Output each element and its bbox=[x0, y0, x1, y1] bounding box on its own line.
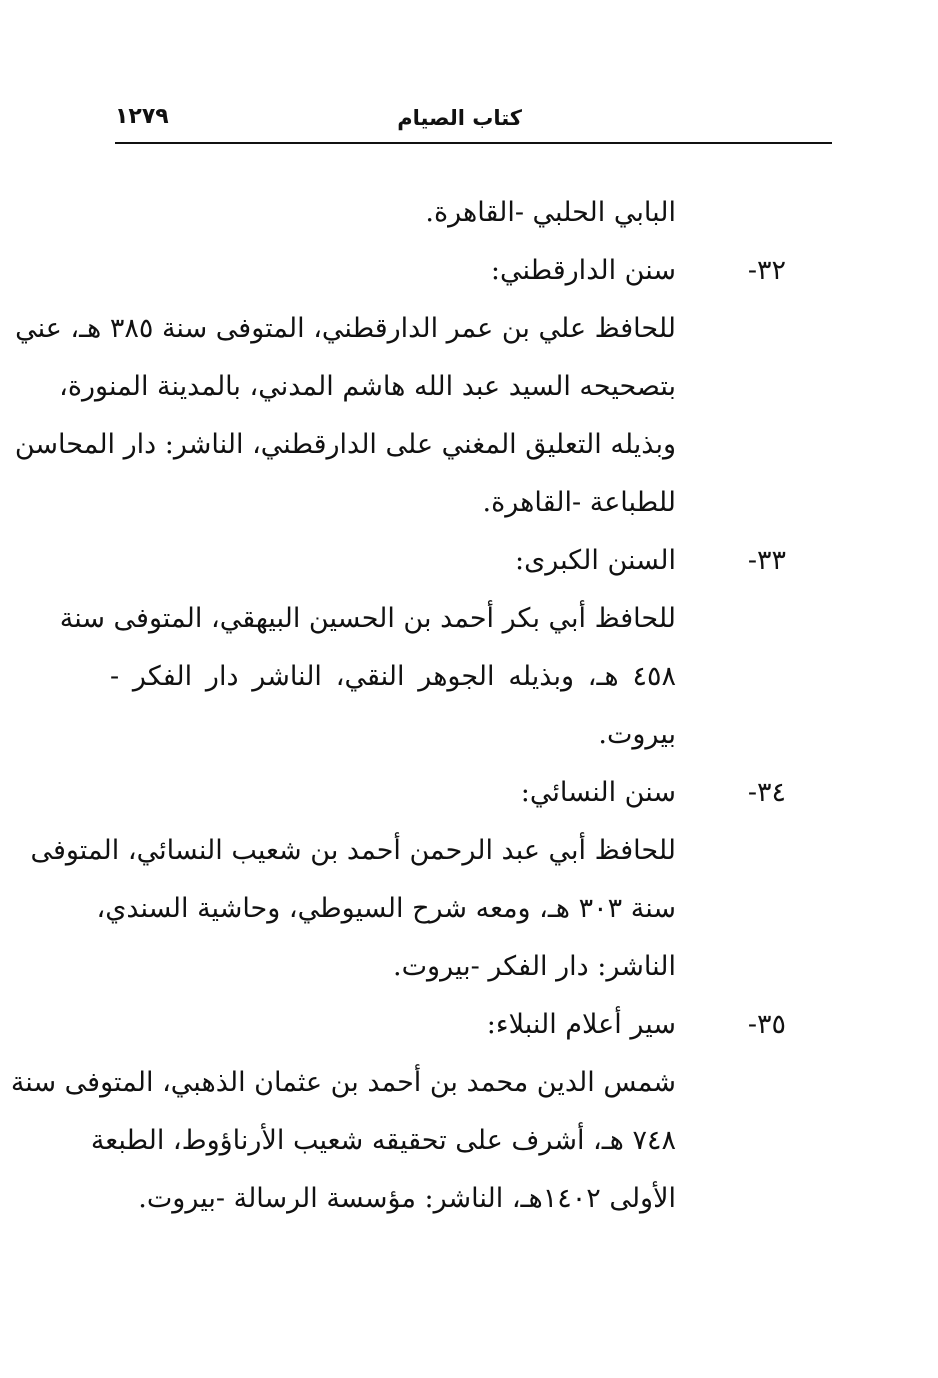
entry-text-line: بيروت. bbox=[598, 719, 676, 750]
entry-text-line: للحافظ أبي عبد الرحمن أحمد بن شعيب النسائي، المتوفى bbox=[30, 835, 676, 866]
entry-heading bbox=[110, 764, 786, 822]
entry-text-line: الأولى ١٤٠٢هـ، الناشر: مؤسسة الرسالة -بيروت. bbox=[138, 1183, 676, 1214]
entry-text-line: للحافظ علي بن عمر الدارقطني، المتوفى سنة ٣٨٥ هـ، عني bbox=[15, 313, 676, 344]
entry-heading bbox=[110, 532, 786, 590]
entry-title: السنن الكبرى: bbox=[514, 545, 676, 576]
entry-heading bbox=[110, 242, 786, 300]
entry-text-line: بتصحيحه السيد عبد الله هاشم المدني، بالمدينة المنورة، bbox=[59, 371, 676, 402]
entry-text-line: الناشر: دار الفكر -بيروت. bbox=[393, 951, 676, 982]
entry-text-line: ٤٥٨ هـ، وبذيله الجوهر النقي، الناشر دار الفكر - bbox=[110, 661, 676, 692]
header-divider bbox=[115, 142, 832, 144]
entry-text-line: للحافظ أبي بكر أحمد بن الحسين البيهقي، المتوفى سنة bbox=[59, 603, 676, 634]
entry-title: سير أعلام النبلاء: bbox=[486, 1009, 676, 1040]
running-title: كتاب الصيام bbox=[397, 106, 522, 130]
entry-text-line: ٧٤٨ هـ، أشرف على تحقيقه شعيب الأرناؤوط، الطبعة bbox=[90, 1125, 676, 1156]
continuation-line: البابي الحلبي -القاهرة. bbox=[425, 197, 676, 228]
entry-heading bbox=[110, 996, 786, 1054]
entry-text-line: للطباعة -القاهرة. bbox=[482, 487, 676, 518]
entry-number: ٣٤- bbox=[747, 777, 786, 808]
page-body bbox=[10, 184, 786, 1228]
entry-title: سنن الدارقطني: bbox=[490, 255, 676, 286]
page-header bbox=[115, 100, 832, 144]
entry-number: ٣٣- bbox=[747, 545, 786, 576]
entry-number: ٣٥- bbox=[747, 1009, 786, 1040]
page-number: ١٢٧٩ bbox=[115, 104, 169, 129]
entry-text-line: وبذيله التعليق المغني على الدارقطني، الناشر: دار المحاسن bbox=[14, 429, 676, 460]
entry-number: ٣٢- bbox=[747, 255, 786, 286]
entry-text-line: سنة ٣٠٣ هـ، ومعه شرح السيوطي، وحاشية السندي، bbox=[96, 893, 676, 924]
entry-text-line: شمس الدين محمد بن أحمد بن عثمان الذهبي، المتوفى سنة bbox=[10, 1067, 676, 1098]
entry-title: سنن النسائي: bbox=[520, 777, 676, 808]
